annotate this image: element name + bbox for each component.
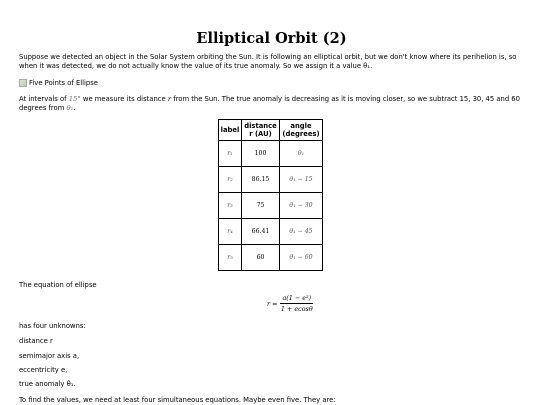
equation-denominator: 1 + ecosθ [280, 305, 313, 313]
intervals-text-c: from the Sun. The true anomaly is decreasing as it is moving closer, so we subtract 15, 30, 45 and 60 degrees from [19, 95, 520, 112]
equation-numerator: a(1 − e²) [282, 294, 312, 302]
unknowns-intro: has four unknowns: [19, 322, 86, 330]
unknown-item: eccentricity e, [19, 366, 68, 374]
distance-table [218, 119, 323, 271]
intervals-text-a: At intervals of [19, 95, 69, 103]
row-label: r₃ [219, 193, 242, 219]
row-angle: θ₁ − 45 [280, 219, 323, 245]
intervals-paragraph [19, 95, 524, 113]
unknown-item: semimajor axis a, [19, 352, 80, 360]
intervals-degrees: 15° [68, 95, 81, 103]
header-label: label [219, 120, 242, 141]
intervals-text-b: we measure its distance [80, 95, 168, 103]
equation-label: The equation of ellipse [19, 281, 97, 289]
row-distance: 86.15 [242, 167, 280, 193]
row-distance: 66.41 [242, 219, 280, 245]
image-alt-text: Five Points of Ellipse [29, 79, 98, 87]
page-title: Elliptical Orbit (2) [196, 30, 347, 47]
row-label: r₁ [219, 141, 242, 167]
unknown-item: true anomaly θ₁. [19, 380, 76, 388]
row-angle: θ₁ − 60 [280, 245, 323, 271]
table-header-row [219, 120, 323, 141]
intro-paragraph: Suppose we detected an object in the Solar System orbiting the Sun. It is following an elliptical orbit, but we don't know where its perihelion is, so when it was detected, we do not actually know the value of its true anomaly. So we assign it a value θ₁. [19, 53, 517, 70]
row-angle: θ₁ [280, 141, 323, 167]
row-distance: 100 [242, 141, 280, 167]
header-distance: distance r (AU) [242, 120, 280, 141]
table-row [219, 245, 323, 271]
equation-lhs: r = [267, 299, 278, 308]
ellipse-image-placeholder [19, 79, 98, 87]
header-angle: angle (degrees) [280, 120, 323, 141]
table-row [219, 141, 323, 167]
broken-image-icon [19, 79, 27, 87]
closing-paragraph: To find the values, we need at least four simultaneous equations. Maybe even five. They are: [19, 396, 336, 404]
row-label: r₅ [219, 245, 242, 271]
row-distance: 60 [242, 245, 280, 271]
row-angle: θ₁ − 15 [280, 167, 323, 193]
ellipse-equation [267, 294, 313, 313]
intervals-text-d: . [73, 104, 76, 112]
equation-fraction [280, 294, 313, 313]
intervals-r: r [167, 95, 172, 103]
row-label: r₄ [219, 219, 242, 245]
table-row [219, 219, 323, 245]
table-row [219, 167, 323, 193]
unknown-item: distance r [19, 337, 53, 345]
row-label: r₂ [219, 167, 242, 193]
table-row [219, 193, 323, 219]
intervals-theta: θ₁ [66, 104, 74, 112]
row-angle: θ₁ − 30 [280, 193, 323, 219]
row-distance: 75 [242, 193, 280, 219]
